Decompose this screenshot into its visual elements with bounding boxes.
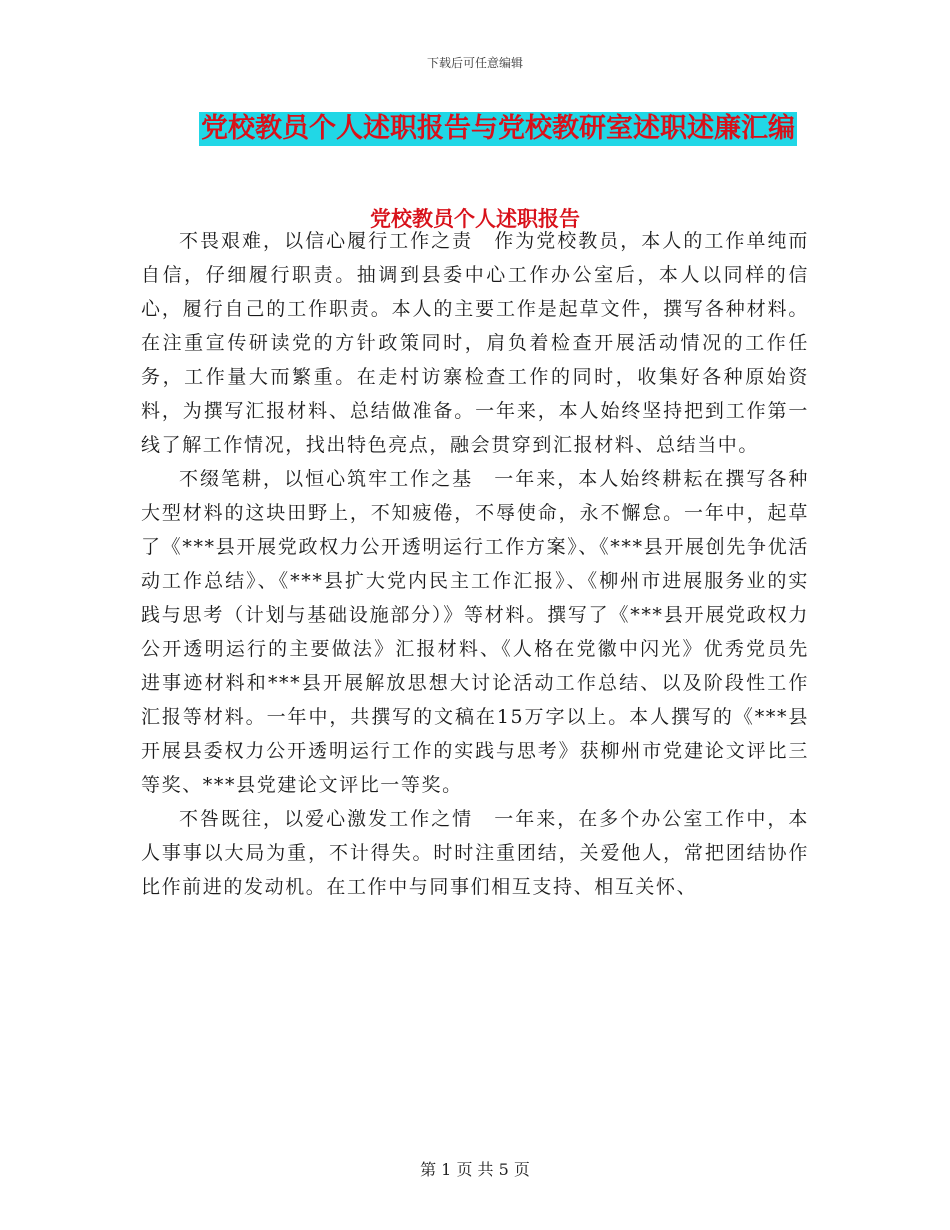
- paragraph: 不咎既往，以爱心激发工作之情 一年来，在多个办公室工作中，本人事事以大局为重，不计得失。时时注重团结，关爱他人，常把团结协作比作前进的发动机。在工作中与同事们相互支持、相互关怀、: [141, 808, 809, 898]
- main-title-highlight: 党校教员个人述职报告与党校教研室述职述廉汇编: [201, 113, 795, 144]
- page-number-footer: 第 1 页 共 5 页: [420, 1160, 530, 1179]
- page-header-note: 下载后可任意编辑: [426, 56, 523, 70]
- paragraph: 不畏艰难，以信心履行工作之责 作为党校教员，本人的工作单纯而自信，仔细履行职责。抽调到县委中心工作办公室后，本人以同样的信心，履行自己的工作职责。本人的主要工作是起草文件，撰写各种材料。在注重宣传研读党的方针政策同时，肩负着检查开展活动情况的工作任务，工作量大而繁重。在走村访寨检查工作的同时，收集好各种原始资料，为撰写汇报材料、总结做准备。一年来，本人始终坚持把到工作第一线了解工作情况，找出特色亮点，融会贯穿到汇报材料、总结当中。: [141, 230, 809, 456]
- document-body: [141, 224, 809, 904]
- section-title: 党校教员个人述职报告: [370, 207, 580, 231]
- document-main-title: [0, 112, 950, 146]
- paragraph: 不缀笔耕，以恒心筑牢工作之基 一年来，本人始终耕耘在撰写各种大型材料的这块田野上，不知疲倦，不辱使命，永不懈怠。一年中，起草了《***县开展党政权力公开透明运行工作方案》、《***县开展创先争优活动工作总结》、《***县扩大党内民主工作汇报》、《柳州市进展服务业的实践与思考（计划与基础设施部分）》等材料。撰写了《***县开展党政权力公开透明运行的主要做法》汇报材料、《人格在党徽中闪光》优秀党员先进事迹材料和***县开展解放思想大讨论活动工作总结、以及阶段性工作汇报等材料。一年中，共撰写的文稿在15万字以上。本人撰写的《***县开展县委权力公开透明运行工作的实践与思考》获柳州市党建论文评比三等奖、***县党建论文评比一等奖。: [141, 468, 809, 796]
